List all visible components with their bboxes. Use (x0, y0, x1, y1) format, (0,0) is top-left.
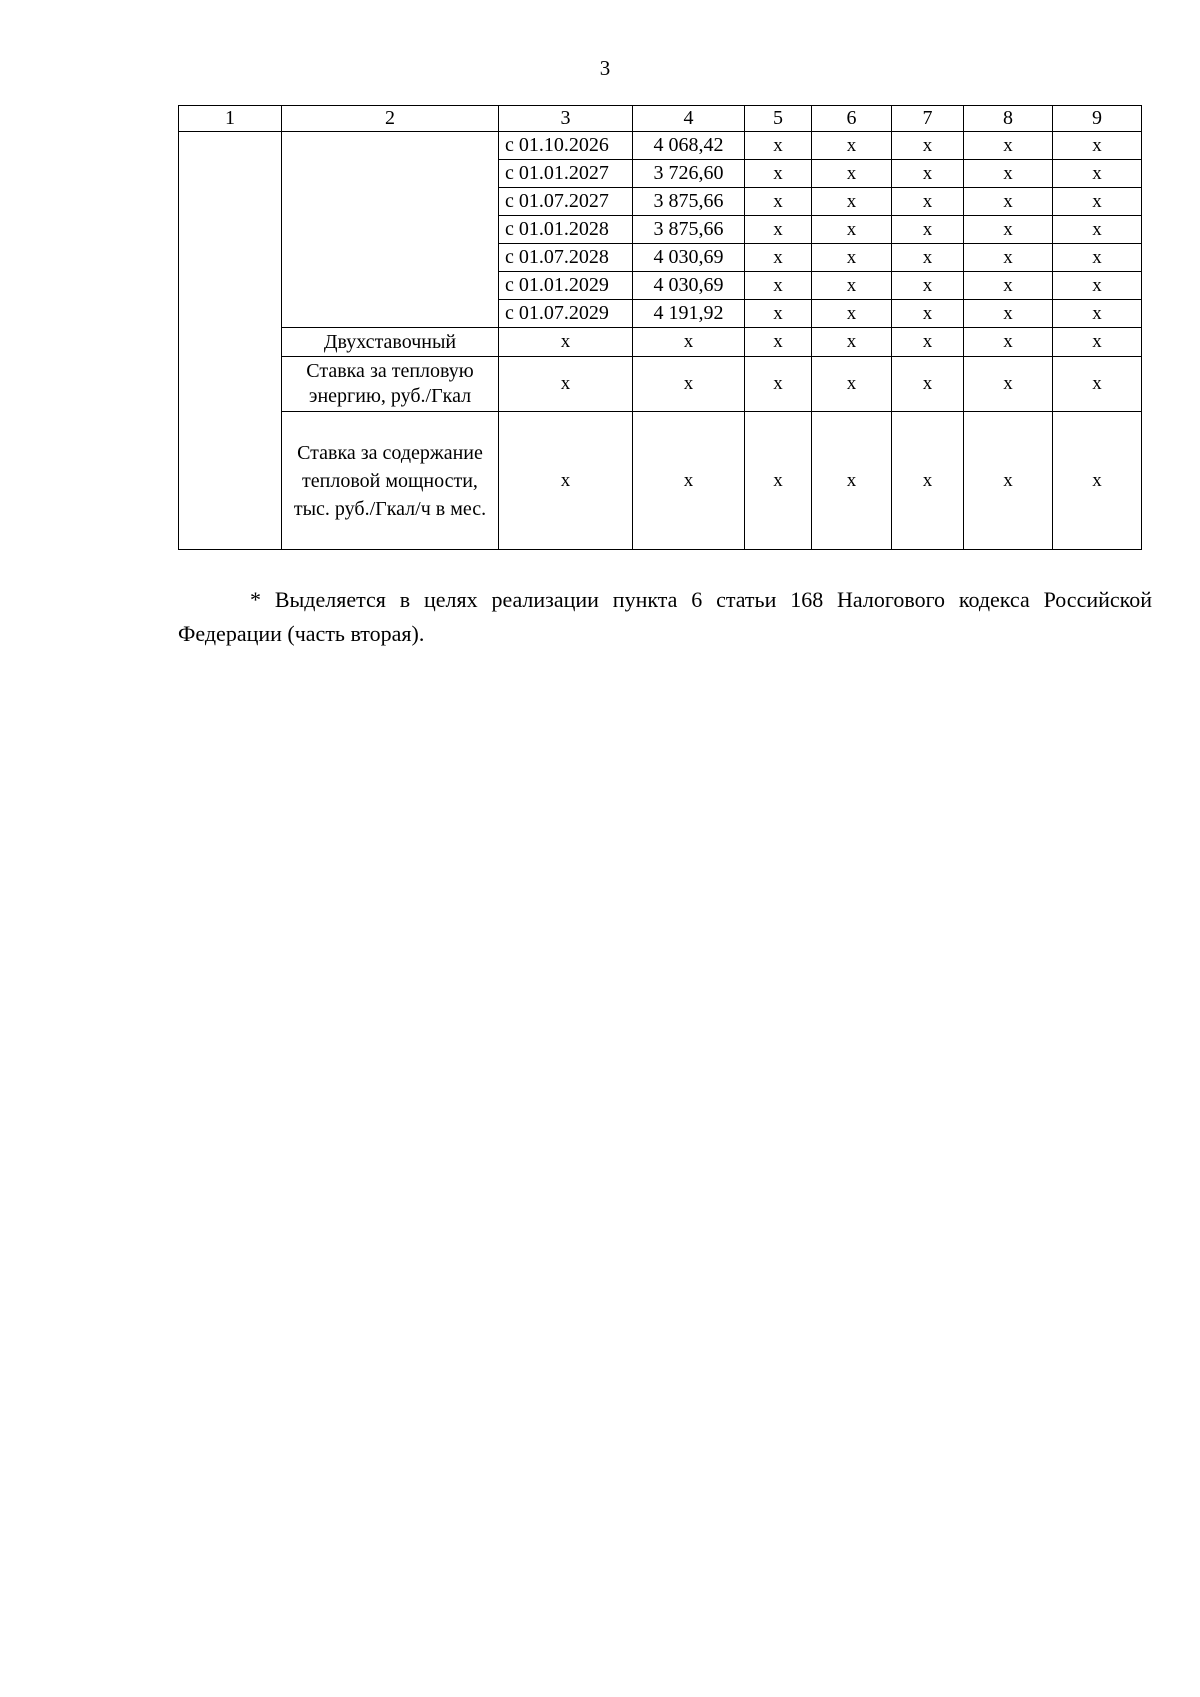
column-header: 2 (282, 106, 499, 132)
column-header: 8 (964, 106, 1053, 132)
footnote: * Выделяется в целях реализации пункта 6 статьи 168 Налогового кодекса Российской Федерации (часть вторая). (178, 587, 1152, 646)
date-cell: с 01.01.2029 (499, 272, 633, 300)
column-header: 7 (892, 106, 964, 132)
mark-cell: х (1053, 272, 1142, 300)
rate-label-cell: Ставка за тепловую энергию, руб./Гкал (282, 357, 499, 412)
mark-cell: х (745, 244, 812, 272)
mark-cell: х (964, 328, 1053, 357)
mark-cell: х (812, 244, 892, 272)
mark-cell: х (1053, 216, 1142, 244)
table-row (179, 357, 1142, 412)
mark-cell: х (964, 300, 1053, 328)
tariff-value-cell: 3 726,60 (633, 160, 745, 188)
mark-cell: х (892, 272, 964, 300)
column-header: 3 (499, 106, 633, 132)
mark-cell: х (745, 188, 812, 216)
tariff-table (178, 105, 1142, 550)
column-header: 4 (633, 106, 745, 132)
mark-cell: х (745, 132, 812, 160)
mark-cell: х (892, 216, 964, 244)
mark-cell: х (812, 412, 892, 550)
mark-cell: х (892, 300, 964, 328)
page-number: 3 (599, 56, 611, 80)
rate-label-cell: Двухставочный (282, 328, 499, 357)
tariff-value-cell: 3 875,66 (633, 188, 745, 216)
mark-cell: х (1053, 132, 1142, 160)
tariff-value-cell: 4 030,69 (633, 244, 745, 272)
mark-cell: х (812, 272, 892, 300)
mark-cell: х (812, 132, 892, 160)
column-header: 5 (745, 106, 812, 132)
mark-cell: х (499, 412, 633, 550)
mark-cell: х (1053, 300, 1142, 328)
date-cell: с 01.01.2028 (499, 216, 633, 244)
mark-cell: х (812, 357, 892, 412)
mark-cell: х (1053, 328, 1142, 357)
mark-cell: х (812, 300, 892, 328)
column-header: 9 (1053, 106, 1142, 132)
mark-cell: х (745, 216, 812, 244)
date-cell: с 01.07.2027 (499, 188, 633, 216)
date-cell: с 01.07.2029 (499, 300, 633, 328)
merged-empty-cell (179, 132, 282, 550)
tariff-value-cell: 4 191,92 (633, 300, 745, 328)
column-header: 1 (179, 106, 282, 132)
column-header: 6 (812, 106, 892, 132)
mark-cell: х (745, 412, 812, 550)
mark-cell: х (892, 412, 964, 550)
mark-cell: х (633, 328, 745, 357)
mark-cell: х (499, 328, 633, 357)
mark-cell: х (633, 412, 745, 550)
mark-cell: х (964, 132, 1053, 160)
date-cell: с 01.10.2026 (499, 132, 633, 160)
mark-cell: х (1053, 357, 1142, 412)
mark-cell: х (964, 244, 1053, 272)
mark-cell: х (964, 412, 1053, 550)
date-cell: с 01.07.2028 (499, 244, 633, 272)
tariff-value-cell: 4 068,42 (633, 132, 745, 160)
mark-cell: х (812, 160, 892, 188)
mark-cell: х (964, 357, 1053, 412)
merged-empty-cell (282, 132, 499, 328)
mark-cell: х (745, 357, 812, 412)
mark-cell: х (745, 160, 812, 188)
mark-cell: х (964, 160, 1053, 188)
mark-cell: х (812, 216, 892, 244)
mark-cell: х (964, 188, 1053, 216)
mark-cell: х (892, 188, 964, 216)
mark-cell: х (745, 272, 812, 300)
mark-cell: х (812, 328, 892, 357)
rate-label-cell: Ставка за содержание тепловой мощности, тыс. руб./Гкал/ч в мес. (282, 412, 499, 550)
mark-cell: х (745, 328, 812, 357)
mark-cell: х (964, 272, 1053, 300)
tariff-value-cell: 4 030,69 (633, 272, 745, 300)
table-header-row (179, 106, 1142, 132)
mark-cell: х (499, 357, 633, 412)
mark-cell: х (892, 244, 964, 272)
mark-cell: х (812, 188, 892, 216)
table-row (179, 132, 1142, 160)
table-row (179, 328, 1142, 357)
mark-cell: х (1053, 160, 1142, 188)
mark-cell: х (1053, 244, 1142, 272)
mark-cell: х (1053, 412, 1142, 550)
mark-cell: х (633, 357, 745, 412)
table-row (179, 412, 1142, 550)
mark-cell: х (892, 328, 964, 357)
mark-cell: х (964, 216, 1053, 244)
mark-cell: х (892, 357, 964, 412)
mark-cell: х (892, 160, 964, 188)
mark-cell: х (892, 132, 964, 160)
mark-cell: х (1053, 188, 1142, 216)
date-cell: с 01.01.2027 (499, 160, 633, 188)
tariff-value-cell: 3 875,66 (633, 216, 745, 244)
mark-cell: х (745, 300, 812, 328)
